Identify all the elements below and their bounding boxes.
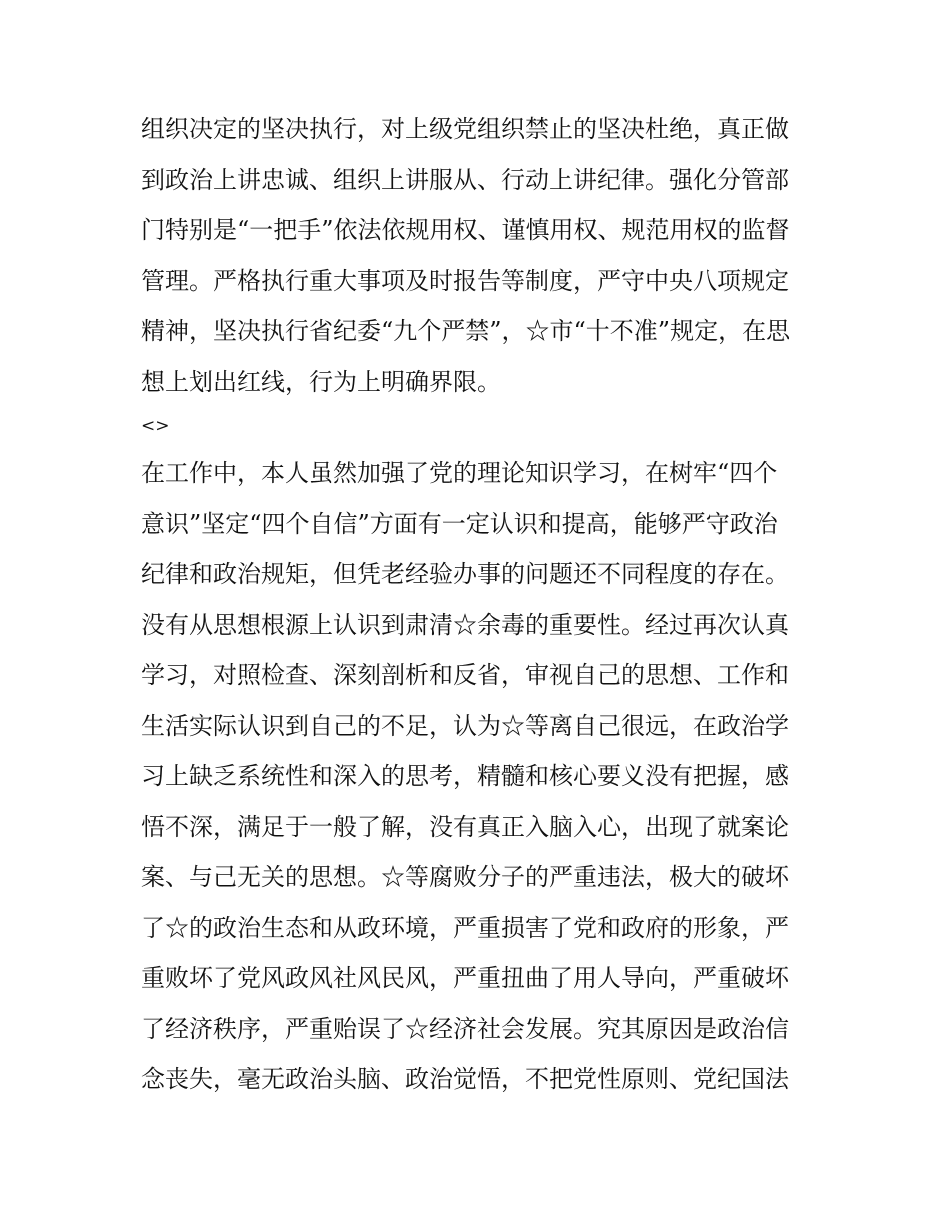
section-marker: <> <box>141 416 170 436</box>
text-line: 习上缺乏系统性和深入的思考，精髓和核心要义没有把握，感 <box>141 762 789 790</box>
text-line: 了☆的政治生态和从政环境，严重损害了党和政府的形象，严 <box>141 913 789 942</box>
text-line: 念丧失，毫无政治头脑、政治觉悟，不把党性原则、党纪国法 <box>141 1065 789 1093</box>
paragraph-1 <box>141 104 821 407</box>
text-line: 意识”坚定“四个自信”方面有一定认识和提高，能够严守政治 <box>141 509 778 538</box>
text-line: 悟不深，满足于一般了解，没有真正入脑入心，出现了就案论 <box>141 812 789 841</box>
text-line: 纪律和政治规矩，但凭老经验办事的问题还不同程度的存在。 <box>141 560 789 588</box>
text-line: 没有从思想根源上认识到肃清☆余毒的重要性。经过再次认真 <box>141 610 789 639</box>
text-line: 学习，对照检查、深刻剖析和反省，审视自己的思想、工作和 <box>141 661 789 689</box>
text-line: 到政治上讲忠诚、组织上讲服从、行动上讲纪律。强化分管部 <box>141 165 789 194</box>
text-line: 在工作中，本人虽然加强了党的理论知识学习，在树牢“四个 <box>141 459 778 487</box>
paragraph-2 <box>141 448 821 1105</box>
text-line: 管理。严格执行重大事项及时报告等制度，严守中央八项规定 <box>141 266 789 295</box>
text-line: 了经济秩序，严重贻误了☆经济社会发展。究其原因是政治信 <box>141 1014 789 1043</box>
text-line: 门特别是“一把手”依法依规用权、谨慎用权、规范用权的监督 <box>141 216 790 244</box>
text-line: 案、与己无关的思想。☆等腐败分子的严重违法，极大的破坏 <box>141 863 789 891</box>
text-line: 重败坏了党风政风社风民风，严重扭曲了用人导向，严重破坏 <box>141 964 789 992</box>
text-line: 组织决定的坚决执行，对上级党组织禁止的坚决杜绝，真正做 <box>141 115 789 143</box>
text-line: 精神，坚决执行省纪委“九个严禁”，☆市“十不准”规定，在思 <box>141 317 791 345</box>
text-line: 生活实际认识到自己的不足，认为☆等离自己很远，在政治学 <box>141 711 789 740</box>
text-line: 想上划出红线，行为上明确界限。 <box>141 367 501 396</box>
